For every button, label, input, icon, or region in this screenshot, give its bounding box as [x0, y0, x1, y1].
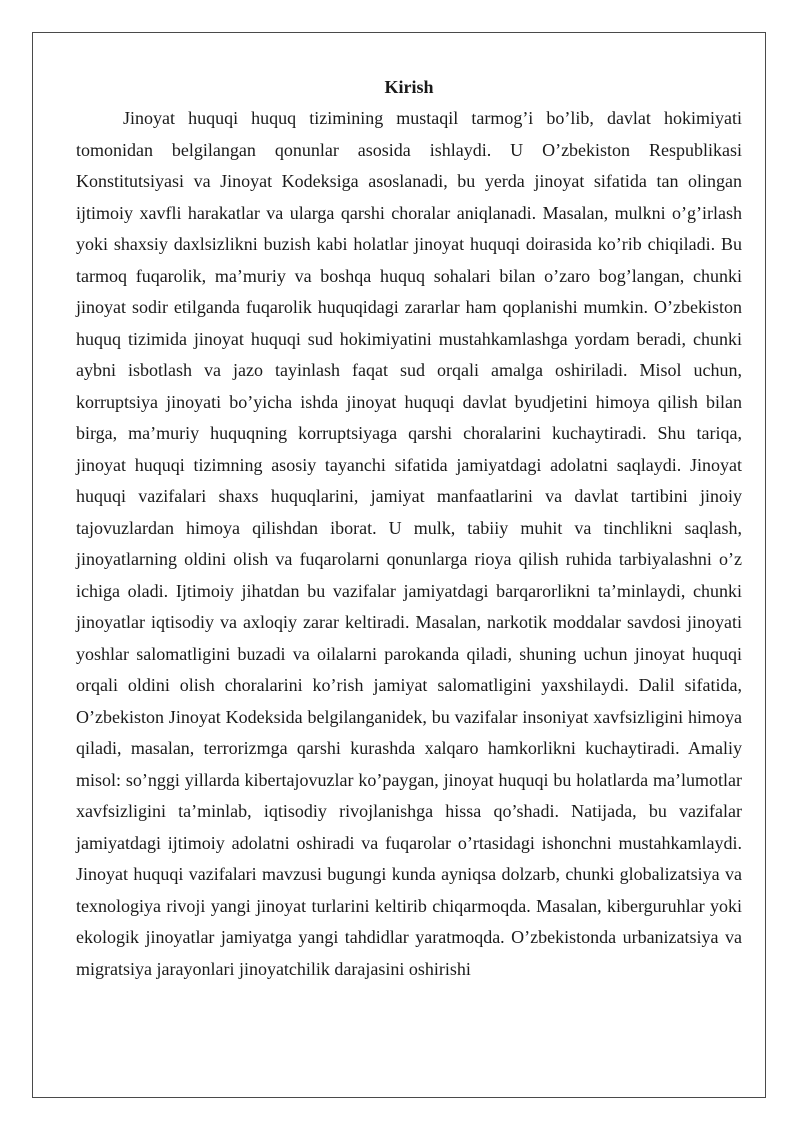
document-content: [76, 72, 742, 985]
document-title: Kirish: [384, 77, 434, 97]
body-paragraph: Jinoyat huquqi huquq tizimining mustaqil tarmog’i bo’lib, davlat hokimiyati tomonidan belgilangan qonunlar asosida ishlaydi. U O’zbekiston Respublikasi Konstitutsiyasi va Jinoyat Kodeksiga asoslanadi, bu yerda jinoyat sifatida tan olingan ijtimoiy xavfli harakatlar va ularga qarshi choralar aniqlanadi. Masalan, mulkni o’g’irlash yoki shaxsiy daxlsizlikni buzish kabi holatlar jinoyat huquqi doirasida ko’rib chiqiladi. Bu tarmoq fuqarolik, ma’muriy va boshqa huquq sohalari bilan o’zaro bog’langan, chunki jinoyat sodir etilganda fuqarolik huquqidagi zararlar ham qoplanishi mumkin. O’zbekiston huquq tizimida jinoyat huquqi sud hokimiyatini mustahkamlashga yordam beradi, chunki aybni isbotlash va jazo tayinlash faqat sud orqali amalga oshiriladi. Misol uchun, korruptsiya jinoyati bo’yicha ishda jinoyat huquqi davlat byudjetini himoya qilish bilan birga, ma’muriy huquqning korruptsiyaga qarshi choralarini kuchaytiradi. Shu tariqa, jinoyat huquqi tizimning asosiy tayanchi sifatida jamiyatdagi adolatni saqlaydi. Jinoyat huquqi vazifalari shaxs huquqlarini, jamiyat manfaatlarini va davlat tartibini jinoiy tajovuzlardan himoya qilishdan iborat. U mulk, tabiiy muhit va tinchlikni saqlash, jinoyatlarning oldini olish va fuqarolarni qonunlarga rioya qilish ruhida tarbiyalashni o’z ichiga oladi. Ijtimoiy jihatdan bu vazifalar jamiyatdagi barqarorlikni ta’minlaydi, chunki jinoyatlar iqtisodiy va axloqiy zarar keltiradi. Masalan, narkotik moddalar savdosi jinoyati yoshlar salomatligini buzadi va oilalarni parokanda qiladi, shuning uchun jinoyat huquqi orqali oldini olish choralarini ko’rish jamiyat salomatligini yaxshilaydi. Dalil sifatida, O’zbekiston Jinoyat Kodeksida belgilanganidek, bu vazifalar insoniyat xavfsizligini himoya qiladi, masalan, terrorizmga qarshi kurashda xalqaro hamkorlikni kuchaytiradi. Amaliy misol: so’nggi yillarda kibertajovuzlar ko’paygan, jinoyat huquqi bu holatlarda ma’lumotlar xavfsizligini ta’minlab, iqtisodiy rivojlanishga hissa qo’shadi. Natijada, bu vazifalar jamiyatdagi ijtimoiy adolatni oshiradi va fuqarolar o’rtasidagi ishonchni mustahkamlaydi. Jinoyat huquqi vazifalari mavzusi bugungi kunda ayniqsa dolzarb, chunki globalizatsiya va texnologiya rivoji yangi jinoyat turlarini keltirib chiqarmoqda. Masalan, kiberguruhlar yoki ekologik jinoyatlar jamiyatga yangi tahdidlar yaratmoqda. O’zbekistonda urbanizatsiya va migratsiya jarayonlari jinoyatchilik darajasini oshirishi: [76, 108, 742, 979]
